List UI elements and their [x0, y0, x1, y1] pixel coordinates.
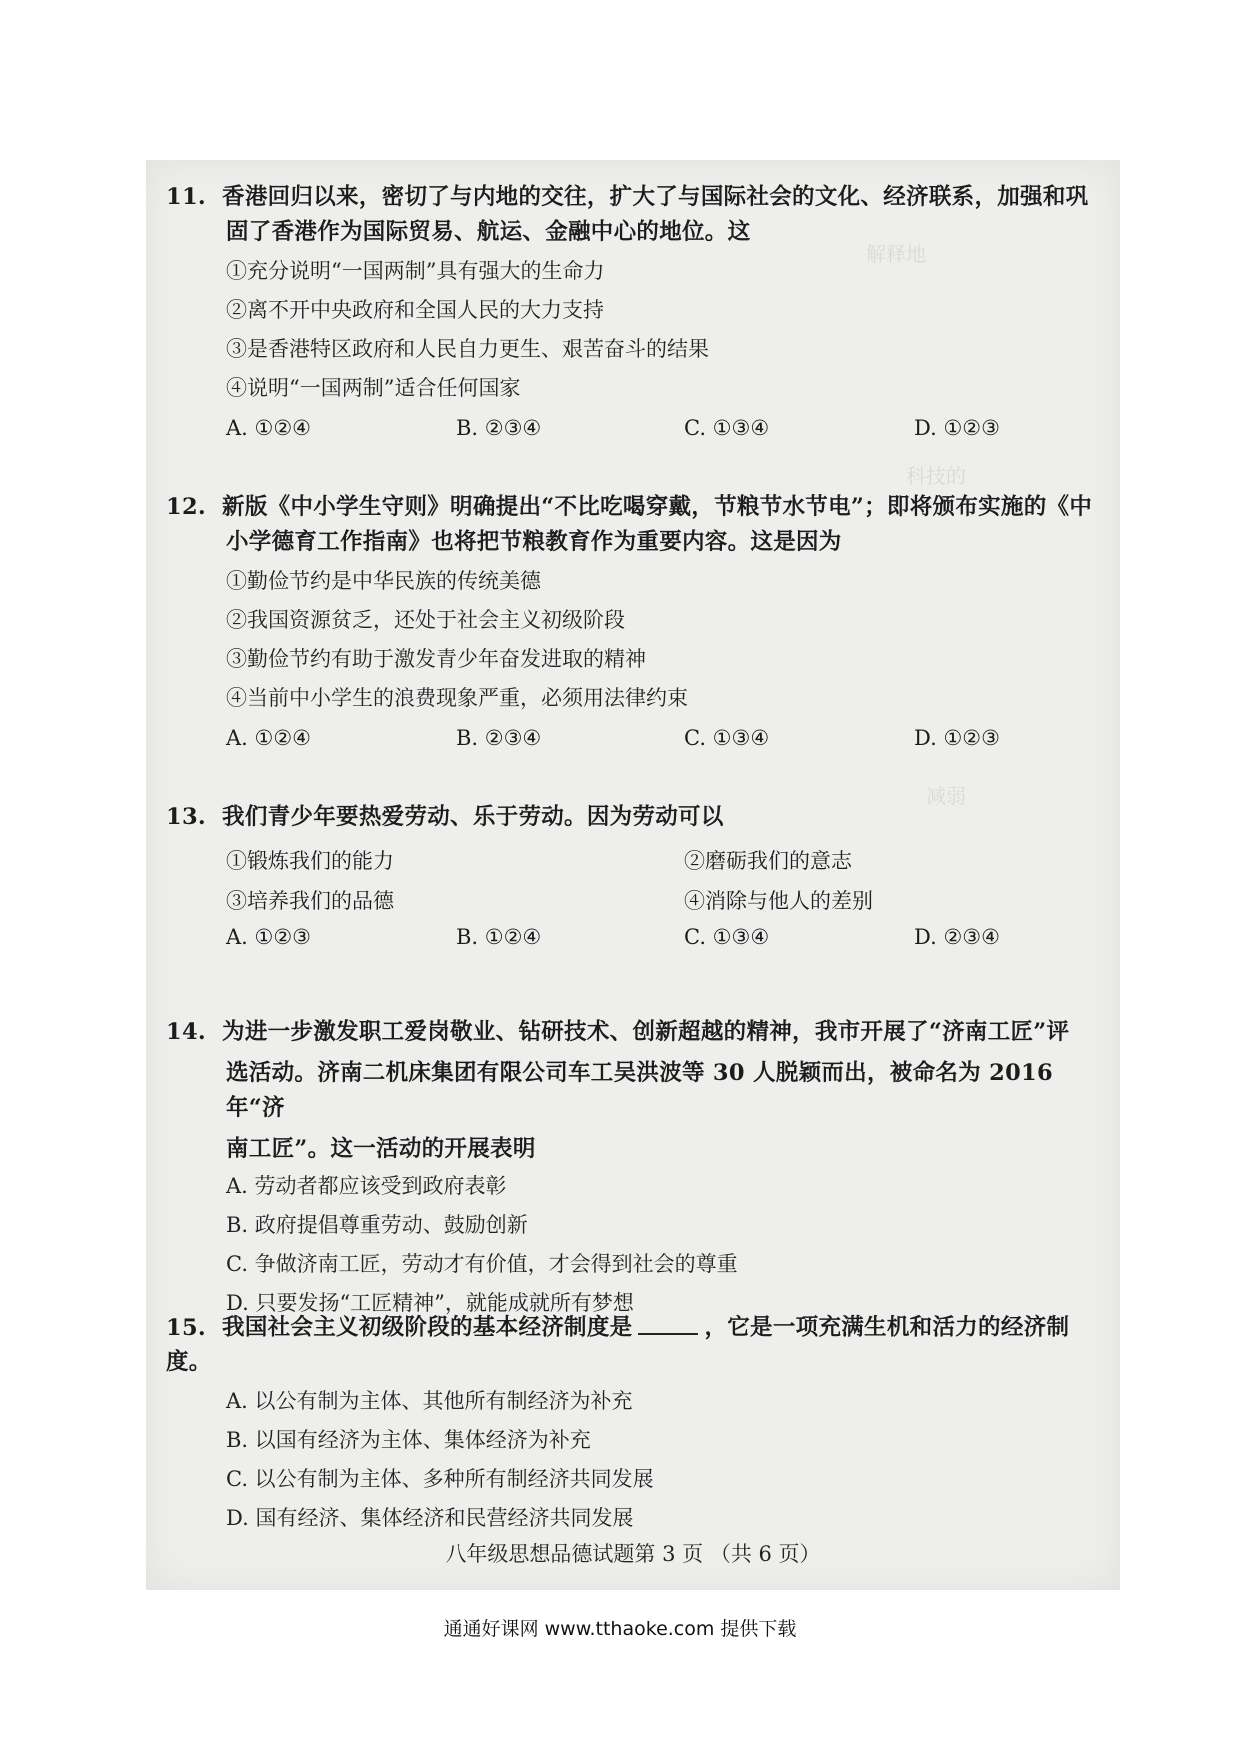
option-b: B. 政府提倡尊重劳动、鼓励创新	[226, 1212, 528, 1237]
statement: ④说明“一国两制”适合任何国家	[226, 375, 521, 400]
choice-row	[166, 919, 1096, 959]
question-text: 新版《中小学生守则》明确提出“不比吃喝穿戴，节粮节水节电”；即将颁布实施的《中	[222, 494, 1093, 520]
question-number: 12.	[166, 494, 207, 520]
choice-d: D. ②③④	[914, 924, 1000, 949]
option-c: C. 争做济南工匠，劳动才有价值，才会得到社会的尊重	[226, 1251, 738, 1276]
choice-a: A. ①②④	[226, 416, 311, 441]
question-text: 我们青少年要热爱劳动、乐于劳动。因为劳动可以	[222, 804, 724, 830]
option-b: B. 以国有经济为主体、集体经济为补充	[226, 1428, 591, 1453]
option-d: D. 国有经济、集体经济和民营经济共同发展	[226, 1506, 634, 1531]
statement: ②我国资源贫乏，还处于社会主义初级阶段	[226, 607, 625, 632]
choice-a: A. ①②④	[226, 726, 311, 751]
question-number: 13.	[166, 804, 207, 830]
statement: ②离不开中央政府和全国人民的大力支持	[226, 297, 604, 322]
bleed-through-text: 减弱	[926, 784, 966, 808]
statement: ①充分说明“一国两制”具有强大的生命力	[226, 258, 605, 283]
option-a: A. 以公有制为主体、其他所有制经济为补充	[226, 1389, 633, 1414]
statement: ④当前中小学生的浪费现象严重，必须用法律约束	[226, 685, 688, 710]
choice-b: B. ②③④	[456, 726, 542, 751]
question-13	[166, 800, 1096, 959]
question-number: 15.	[166, 1314, 207, 1341]
question-number: 14.	[166, 1019, 207, 1045]
statement: ①锻炼我们的能力	[226, 848, 394, 873]
question-text: 选活动。济南二机床集团有限公司车工吴洪波等 30 人脱颖而出，被命名为 2016 年“济	[226, 1059, 1053, 1121]
statement: ④消除与他人的差别	[684, 888, 873, 913]
choice-c: C. ①③④	[684, 726, 770, 751]
question-11	[166, 180, 1096, 450]
choice-d: D. ①②③	[914, 416, 1000, 441]
statement: ②磨砺我们的意志	[684, 848, 852, 873]
question-15	[166, 1310, 1096, 1535]
statement: ③培养我们的品德	[226, 888, 394, 913]
choice-row	[166, 410, 1096, 450]
bleed-through-text: 科技的	[906, 464, 966, 488]
choice-row	[166, 720, 1096, 760]
question-text: 为进一步激发职工爱岗敬业、钻研技术、创新超越的精神，我市开展了“济南工匠”评	[222, 1019, 1070, 1045]
exam-page	[146, 160, 1120, 1590]
statement: ①勤俭节约是中华民族的传统美德	[226, 568, 541, 593]
choice-b: B. ①②④	[456, 924, 542, 949]
statement: ③勤俭节约有助于激发青少年奋发进取的精神	[226, 646, 646, 671]
question-text: 南工匠”。这一活动的开展表明	[226, 1135, 536, 1162]
question-text: ，它是一项充满生机和活力的经济制度。	[166, 1314, 1070, 1376]
question-text: 小学德育工作指南》也将把节粮教育作为重要内容。这是因为	[226, 528, 842, 555]
option-c: C. 以公有制为主体、多种所有制经济共同发展	[226, 1467, 654, 1492]
question-14	[166, 1015, 1096, 1319]
bleed-through-text: 解释地	[866, 242, 926, 266]
statement: ③是香港特区政府和人民自力更生、艰苦奋斗的结果	[226, 336, 709, 361]
choice-a: A. ①②③	[226, 924, 311, 949]
question-12	[166, 490, 1096, 760]
fill-in-blank	[638, 1310, 698, 1335]
choice-b: B. ②③④	[456, 416, 542, 441]
choice-d: D. ①②③	[914, 726, 1000, 751]
page-footer: 八年级思想品德试题第 3 页 （共 6 页）	[445, 1542, 821, 1566]
scanned-exam-photo	[146, 160, 1120, 1590]
question-text: 固了香港作为国际贸易、航运、金融中心的地位。这	[226, 218, 751, 245]
option-d: D. 只要发扬“工匠精神”，就能成就所有梦想	[226, 1290, 634, 1315]
download-credit: 通通好课网 www.tthaoke.com 提供下载	[443, 1618, 797, 1640]
choice-c: C. ①③④	[684, 416, 770, 441]
question-number: 11.	[166, 184, 207, 210]
question-text: 我国社会主义初级阶段的基本经济制度是	[222, 1314, 633, 1341]
choice-c: C. ①③④	[684, 924, 770, 949]
question-text: 香港回归以来，密切了与内地的交往，扩大了与国际社会的文化、经济联系，加强和巩	[222, 184, 1089, 210]
statement-row	[166, 839, 1096, 879]
option-a: A. 劳动者都应该受到政府表彰	[226, 1173, 507, 1198]
statement-row	[166, 879, 1096, 919]
